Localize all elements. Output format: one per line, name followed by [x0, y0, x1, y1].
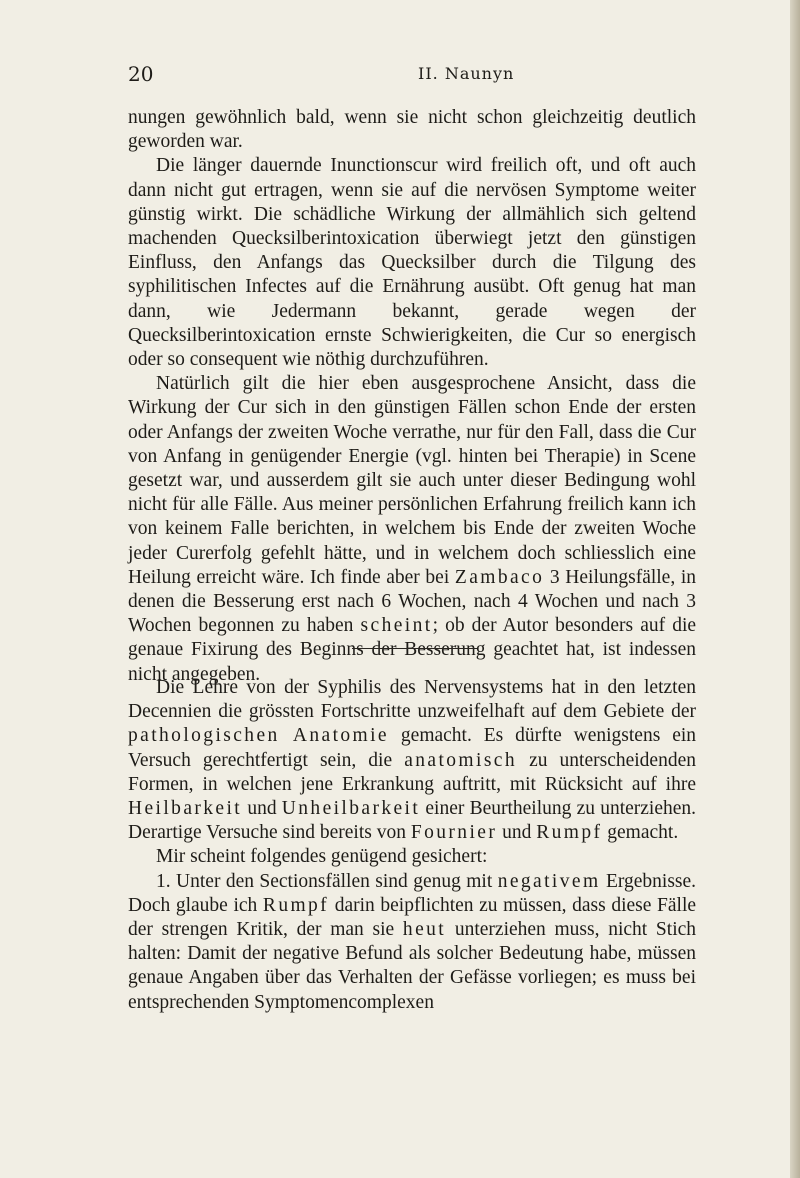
- emphasis-text: pathologischen Anatomie: [128, 725, 389, 747]
- author-name-rumpf: Rumpf: [262, 894, 330, 916]
- paragraph-5: Mir scheint folgendes genügend gesichert:: [156, 846, 488, 868]
- text-run: gemacht.: [607, 822, 679, 844]
- page-number: 20: [128, 62, 154, 86]
- author-name-fournier: Fournier: [410, 822, 498, 844]
- author-name-zambaco: Zambaco: [454, 566, 545, 588]
- text-run: Natürlich gilt die hier eben ausgesprochene Ansicht, dass die Wirkung der Cur sich in den günstigen Fällen schon Ende der ersten oder Anfangs der zweiten Woche verrathe, nur für den Fall, dass die Cur von Anfang in genügender Energie (vgl. hinten bei Therapie) in Scene gesetzt war, und ausserdem gilt sie auch unter dieser Bedingung wohl nicht für alle Fälle. Aus meiner persönlichen Erfahrung freilich kann ich von keinem Falle berichten, in welchem bis Ende der zweiten Woche jeder Curerfolg gefehlt hätte, und in welchem doch schliesslich eine Heilung erreicht wäre. Ich finde aber bei: [128, 373, 696, 588]
- text-run: zu unterscheidenden Formen, in welchen jene Erkrankung auftritt, mit Rücksicht auf ihre: [128, 749, 696, 795]
- section-divider: [352, 648, 477, 649]
- text-run: Die Lehre von der Syphilis des Nervensystems hat in den letzten Decennien die grössten Fortschritte unzweifelhaft auf dem Gebiete der: [128, 677, 696, 723]
- paragraph-6: [128, 870, 696, 1015]
- text-run: 3 Heilungsfälle, in denen die Besserung erst nach 6 Wochen, nach 4 Wochen und nach 3 Wochen begonnen zu haben: [128, 566, 697, 637]
- paragraph-1: nungen gewöhnlich bald, wenn sie nicht schon gleichzeitig deutlich geworden war.: [128, 107, 696, 153]
- text-run: einer Beurtheilung zu unterziehen. Derartige Versuche sind bereits von: [128, 798, 697, 844]
- text-run: 1. Unter den Sectionsfällen sind genug mit: [156, 870, 493, 892]
- text-run: ; ob der Autor besonders auf die genaue Fixirung des Beginns der Besserung geachtet hat, ist indessen nicht angegeben.: [128, 615, 697, 685]
- page-edge: [790, 0, 800, 1178]
- emphasis-text: negativem: [497, 870, 601, 892]
- body-text-section-2: [128, 676, 696, 1015]
- emphasis-text: anatomisch: [404, 749, 518, 771]
- emphasis-text: scheint: [360, 615, 433, 637]
- paragraph-2: Die länger dauernde Inunctionscur wird freilich oft, und oft auch dann nicht gut ertragen, wenn sie auf die nervösen Symptome weiter günstig wirkt. Die schädliche Wirkung der allmählich sich geltend machenden Quecksilberintoxication überwiegt jetzt den günstigen Einfluss, den Anfangs das Quecksilber durch die Tilgung des syphilitischen Infectes auf die Ernährung ausübt. Oft genug hat man dann, wie Jedermann bekannt, gerade wegen der Quecksilberintoxication ernste Schwierigkeiten, die Cur so energisch oder so consequent wie nöthig durchzuführen.: [128, 155, 696, 371]
- text-run: und: [247, 798, 277, 820]
- text-run: darin beipflichten zu müssen, dass diese Fälle der strengen Kritik, der man sie: [128, 894, 697, 941]
- running-head: II. Naunyn: [418, 64, 515, 83]
- text-run: Ergebnisse. Doch glaube ich: [128, 870, 697, 916]
- emphasis-text: heut: [402, 919, 447, 941]
- body-text-section-1: [128, 106, 696, 687]
- text-run: und: [502, 822, 532, 844]
- paragraph-3: [128, 372, 696, 687]
- page-header: [128, 62, 688, 88]
- author-name-rumpf: Rumpf: [536, 822, 603, 844]
- emphasis-text: Heilbarkeit: [128, 798, 243, 820]
- paragraph-4: [128, 676, 696, 845]
- text-run: unterziehen muss, nicht Stich halten: Damit der negative Befund als solcher Bedeutung habe, müssen genaue Angaben über das Verhalten der Gefässe vorliegen; es muss bei entsprechenden Symptomencomplexen: [128, 919, 697, 1013]
- emphasis-text: Unheilbarkeit: [281, 798, 421, 820]
- text-run: gemacht. Es dürfte wenigstens ein Versuch gerechtfertigt sein, die: [128, 725, 697, 771]
